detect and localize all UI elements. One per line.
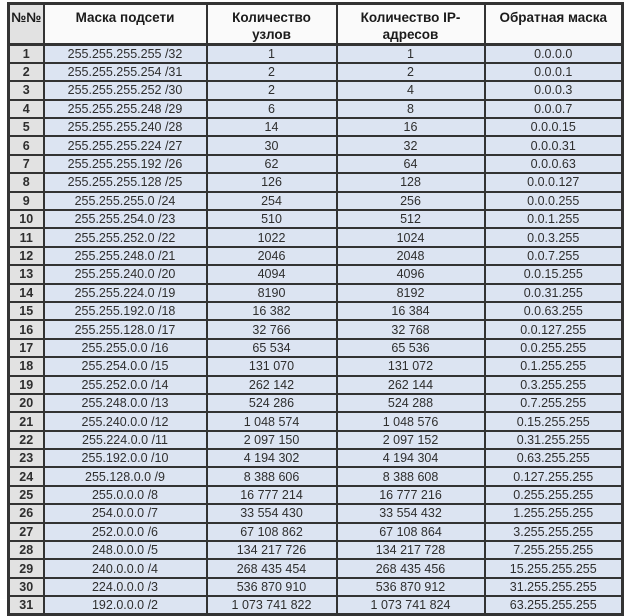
ip-count-cell: 1024 — [337, 228, 485, 246]
wildcard-mask-cell: 0.63.255.255 — [485, 449, 623, 467]
ip-count-cell: 16 777 216 — [337, 486, 485, 504]
header-label-line2: узлов — [252, 27, 291, 42]
row-number-cell: 20 — [9, 394, 44, 412]
row-number-cell: 13 — [9, 265, 44, 283]
wildcard-mask-cell: 1.255.255.255 — [485, 504, 623, 522]
host-count-cell: 254 — [207, 192, 337, 210]
subnet-mask-cell: 255.128.0.0 /9 — [44, 467, 207, 485]
subnet-mask-cell: 255.255.240.0 /20 — [44, 265, 207, 283]
ip-count-cell: 134 217 728 — [337, 541, 485, 559]
host-count-cell: 524 286 — [207, 394, 337, 412]
table-row — [9, 210, 623, 228]
row-number-cell: 2 — [9, 63, 44, 81]
row-number-cell: 8 — [9, 173, 44, 191]
ip-count-cell: 8192 — [337, 284, 485, 302]
ip-count-cell: 16 384 — [337, 302, 485, 320]
header-label: Обратная маска — [499, 10, 608, 25]
ip-count-cell: 4 — [337, 81, 485, 99]
ip-count-cell: 1 — [337, 45, 485, 63]
subnet-mask-cell: 255.255.255.192 /26 — [44, 155, 207, 173]
header-label: Количество — [232, 10, 311, 25]
subnet-mask-cell: 255.255.248.0 /21 — [44, 247, 207, 265]
subnet-mask-cell: 255.192.0.0 /10 — [44, 449, 207, 467]
subnet-mask-cell: 255.240.0.0 /12 — [44, 412, 207, 430]
table-row — [9, 357, 623, 375]
wildcard-mask-cell: 0.7.255.255 — [485, 394, 623, 412]
subnet-mask-cell: 240.0.0.0 /4 — [44, 559, 207, 577]
host-count-cell: 62 — [207, 155, 337, 173]
row-number-cell: 11 — [9, 228, 44, 246]
host-count-cell: 268 435 454 — [207, 559, 337, 577]
row-number-cell: 14 — [9, 284, 44, 302]
subnet-mask-cell: 252.0.0.0 /6 — [44, 523, 207, 541]
wildcard-mask-cell: 0.0.127.255 — [485, 320, 623, 338]
host-count-cell: 262 142 — [207, 376, 337, 394]
wildcard-mask-cell: 0.0.255.255 — [485, 339, 623, 357]
subnet-mask-cell: 192.0.0.0 /2 — [44, 596, 207, 614]
subnet-mask-cell: 255.255.128.0 /17 — [44, 320, 207, 338]
subnet-mask-cell: 255.255.192.0 /18 — [44, 302, 207, 320]
header-label-line2: адресов — [382, 27, 439, 42]
row-number-cell: 27 — [9, 523, 44, 541]
header-row-number — [9, 4, 44, 45]
subnet-mask-cell: 255.255.0.0 /16 — [44, 339, 207, 357]
ip-count-cell: 67 108 864 — [337, 523, 485, 541]
subnet-mask-cell: 255.255.255.128 /25 — [44, 173, 207, 191]
ip-count-cell: 32 — [337, 136, 485, 154]
subnet-mask-cell: 255.0.0.0 /8 — [44, 486, 207, 504]
wildcard-mask-cell: 0.127.255.255 — [485, 467, 623, 485]
table-row — [9, 559, 623, 577]
table-row — [9, 504, 623, 522]
subnet-mask-cell: 255.255.255.224 /27 — [44, 136, 207, 154]
row-number-cell: 17 — [9, 339, 44, 357]
table-row — [9, 541, 623, 559]
host-count-cell: 4094 — [207, 265, 337, 283]
table-row — [9, 136, 623, 154]
table-row — [9, 284, 623, 302]
wildcard-mask-cell: 0.0.3.255 — [485, 228, 623, 246]
host-count-cell: 1 048 574 — [207, 412, 337, 430]
row-number-cell: 31 — [9, 596, 44, 614]
table-row — [9, 155, 623, 173]
wildcard-mask-cell: 7.255.255.255 — [485, 541, 623, 559]
ip-count-cell: 128 — [337, 173, 485, 191]
wildcard-mask-cell: 0.0.0.15 — [485, 118, 623, 136]
subnet-mask-cell: 255.255.255.254 /31 — [44, 63, 207, 81]
ip-count-cell: 16 — [337, 118, 485, 136]
subnet-mask-cell: 248.0.0.0 /5 — [44, 541, 207, 559]
table-row — [9, 376, 623, 394]
subnet-mask-cell: 255.255.255.0 /24 — [44, 192, 207, 210]
table-row — [9, 596, 623, 614]
row-number-cell: 29 — [9, 559, 44, 577]
wildcard-mask-cell: 0.0.0.255 — [485, 192, 623, 210]
table-row — [9, 100, 623, 118]
wildcard-mask-cell: 0.0.63.255 — [485, 302, 623, 320]
host-count-cell: 131 070 — [207, 357, 337, 375]
ip-count-cell: 8 388 608 — [337, 467, 485, 485]
row-number-cell: 25 — [9, 486, 44, 504]
table-row — [9, 523, 623, 541]
row-number-cell: 24 — [9, 467, 44, 485]
table-row — [9, 394, 623, 412]
ip-count-cell: 262 144 — [337, 376, 485, 394]
row-number-cell: 10 — [9, 210, 44, 228]
subnet-mask-cell: 255.255.224.0 /19 — [44, 284, 207, 302]
table-row — [9, 265, 623, 283]
header-label: Количество IP- — [360, 10, 461, 25]
row-number-cell: 3 — [9, 81, 44, 99]
row-number-cell: 6 — [9, 136, 44, 154]
wildcard-mask-cell: 0.0.7.255 — [485, 247, 623, 265]
table-row — [9, 45, 623, 63]
table-row — [9, 449, 623, 467]
row-number-cell: 12 — [9, 247, 44, 265]
host-count-cell: 2046 — [207, 247, 337, 265]
ip-count-cell: 8 — [337, 100, 485, 118]
wildcard-mask-cell: 0.1.255.255 — [485, 357, 623, 375]
subnet-mask-table — [7, 2, 624, 616]
host-count-cell: 2 — [207, 63, 337, 81]
table-row — [9, 63, 623, 81]
host-count-cell: 6 — [207, 100, 337, 118]
wildcard-mask-cell: 15.255.255.255 — [485, 559, 623, 577]
wildcard-mask-cell: 0.0.0.63 — [485, 155, 623, 173]
header-host-count — [207, 4, 337, 45]
header-wildcard-mask — [485, 4, 623, 45]
wildcard-mask-cell: 0.15.255.255 — [485, 412, 623, 430]
wildcard-mask-cell: 0.255.255.255 — [485, 486, 623, 504]
table-row — [9, 431, 623, 449]
row-number-cell: 30 — [9, 578, 44, 596]
table-row — [9, 81, 623, 99]
row-number-cell: 7 — [9, 155, 44, 173]
host-count-cell: 510 — [207, 210, 337, 228]
wildcard-mask-cell: 3.255.255.255 — [485, 523, 623, 541]
wildcard-mask-cell: 0.0.0.31 — [485, 136, 623, 154]
header-label: Маска подсети — [75, 10, 175, 25]
host-count-cell: 1022 — [207, 228, 337, 246]
row-number-cell: 21 — [9, 412, 44, 430]
wildcard-mask-cell: 0.0.0.0 — [485, 45, 623, 63]
host-count-cell: 536 870 910 — [207, 578, 337, 596]
host-count-cell: 1 073 741 822 — [207, 596, 337, 614]
host-count-cell: 30 — [207, 136, 337, 154]
host-count-cell: 8 388 606 — [207, 467, 337, 485]
ip-count-cell: 1 048 576 — [337, 412, 485, 430]
host-count-cell: 67 108 862 — [207, 523, 337, 541]
row-number-cell: 16 — [9, 320, 44, 338]
wildcard-mask-cell: 0.0.0.7 — [485, 100, 623, 118]
ip-count-cell: 256 — [337, 192, 485, 210]
row-number-cell: 15 — [9, 302, 44, 320]
host-count-cell: 126 — [207, 173, 337, 191]
table-row — [9, 228, 623, 246]
row-number-cell: 23 — [9, 449, 44, 467]
row-number-cell: 1 — [9, 45, 44, 63]
host-count-cell: 16 777 214 — [207, 486, 337, 504]
table-row — [9, 247, 623, 265]
subnet-mask-cell: 255.224.0.0 /11 — [44, 431, 207, 449]
host-count-cell: 33 554 430 — [207, 504, 337, 522]
header-ip-count — [337, 4, 485, 45]
host-count-cell: 8190 — [207, 284, 337, 302]
wildcard-mask-cell: 63.255.255.255 — [485, 596, 623, 614]
table-header-row — [9, 4, 623, 45]
table-row — [9, 118, 623, 136]
ip-count-cell: 524 288 — [337, 394, 485, 412]
header-subnet-mask — [44, 4, 207, 45]
host-count-cell: 134 217 726 — [207, 541, 337, 559]
host-count-cell: 4 194 302 — [207, 449, 337, 467]
subnet-mask-cell: 255.255.255.248 /29 — [44, 100, 207, 118]
table-row — [9, 578, 623, 596]
table-row — [9, 320, 623, 338]
table-row — [9, 302, 623, 320]
ip-count-cell: 33 554 432 — [337, 504, 485, 522]
ip-count-cell: 2 — [337, 63, 485, 81]
row-number-cell: 19 — [9, 376, 44, 394]
subnet-mask-cell: 255.248.0.0 /13 — [44, 394, 207, 412]
host-count-cell: 2 — [207, 81, 337, 99]
table-row — [9, 192, 623, 210]
table-row — [9, 339, 623, 357]
wildcard-mask-cell: 0.31.255.255 — [485, 431, 623, 449]
host-count-cell: 1 — [207, 45, 337, 63]
wildcard-mask-cell: 0.0.0.3 — [485, 81, 623, 99]
ip-count-cell: 2048 — [337, 247, 485, 265]
row-number-cell: 26 — [9, 504, 44, 522]
host-count-cell: 16 382 — [207, 302, 337, 320]
ip-count-cell: 536 870 912 — [337, 578, 485, 596]
subnet-mask-cell: 255.252.0.0 /14 — [44, 376, 207, 394]
host-count-cell: 32 766 — [207, 320, 337, 338]
wildcard-mask-cell: 0.0.31.255 — [485, 284, 623, 302]
subnet-mask-cell: 254.0.0.0 /7 — [44, 504, 207, 522]
wildcard-mask-cell: 0.0.1.255 — [485, 210, 623, 228]
row-number-cell: 4 — [9, 100, 44, 118]
ip-count-cell: 64 — [337, 155, 485, 173]
table-row — [9, 173, 623, 191]
wildcard-mask-cell: 0.0.0.127 — [485, 173, 623, 191]
ip-count-cell: 4 194 304 — [337, 449, 485, 467]
subnet-mask-cell: 224.0.0.0 /3 — [44, 578, 207, 596]
row-number-cell: 9 — [9, 192, 44, 210]
subnet-mask-cell: 255.255.255.240 /28 — [44, 118, 207, 136]
table-row — [9, 412, 623, 430]
host-count-cell: 14 — [207, 118, 337, 136]
table-row — [9, 467, 623, 485]
ip-count-cell: 2 097 152 — [337, 431, 485, 449]
ip-count-cell: 131 072 — [337, 357, 485, 375]
ip-count-cell: 512 — [337, 210, 485, 228]
wildcard-mask-cell: 0.3.255.255 — [485, 376, 623, 394]
table-row — [9, 486, 623, 504]
ip-count-cell: 65 536 — [337, 339, 485, 357]
header-label: №№ — [11, 10, 42, 25]
subnet-mask-cell: 255.255.254.0 /23 — [44, 210, 207, 228]
ip-count-cell: 1 073 741 824 — [337, 596, 485, 614]
ip-count-cell: 268 435 456 — [337, 559, 485, 577]
subnet-mask-cell: 255.255.255.252 /30 — [44, 81, 207, 99]
row-number-cell: 22 — [9, 431, 44, 449]
subnet-mask-cell: 255.255.252.0 /22 — [44, 228, 207, 246]
subnet-mask-cell: 255.255.255.255 /32 — [44, 45, 207, 63]
row-number-cell: 18 — [9, 357, 44, 375]
ip-count-cell: 4096 — [337, 265, 485, 283]
wildcard-mask-cell: 0.0.0.1 — [485, 63, 623, 81]
wildcard-mask-cell: 0.0.15.255 — [485, 265, 623, 283]
subnet-mask-cell: 255.254.0.0 /15 — [44, 357, 207, 375]
host-count-cell: 65 534 — [207, 339, 337, 357]
table-body — [9, 45, 623, 615]
row-number-cell: 5 — [9, 118, 44, 136]
row-number-cell: 28 — [9, 541, 44, 559]
wildcard-mask-cell: 31.255.255.255 — [485, 578, 623, 596]
host-count-cell: 2 097 150 — [207, 431, 337, 449]
ip-count-cell: 32 768 — [337, 320, 485, 338]
